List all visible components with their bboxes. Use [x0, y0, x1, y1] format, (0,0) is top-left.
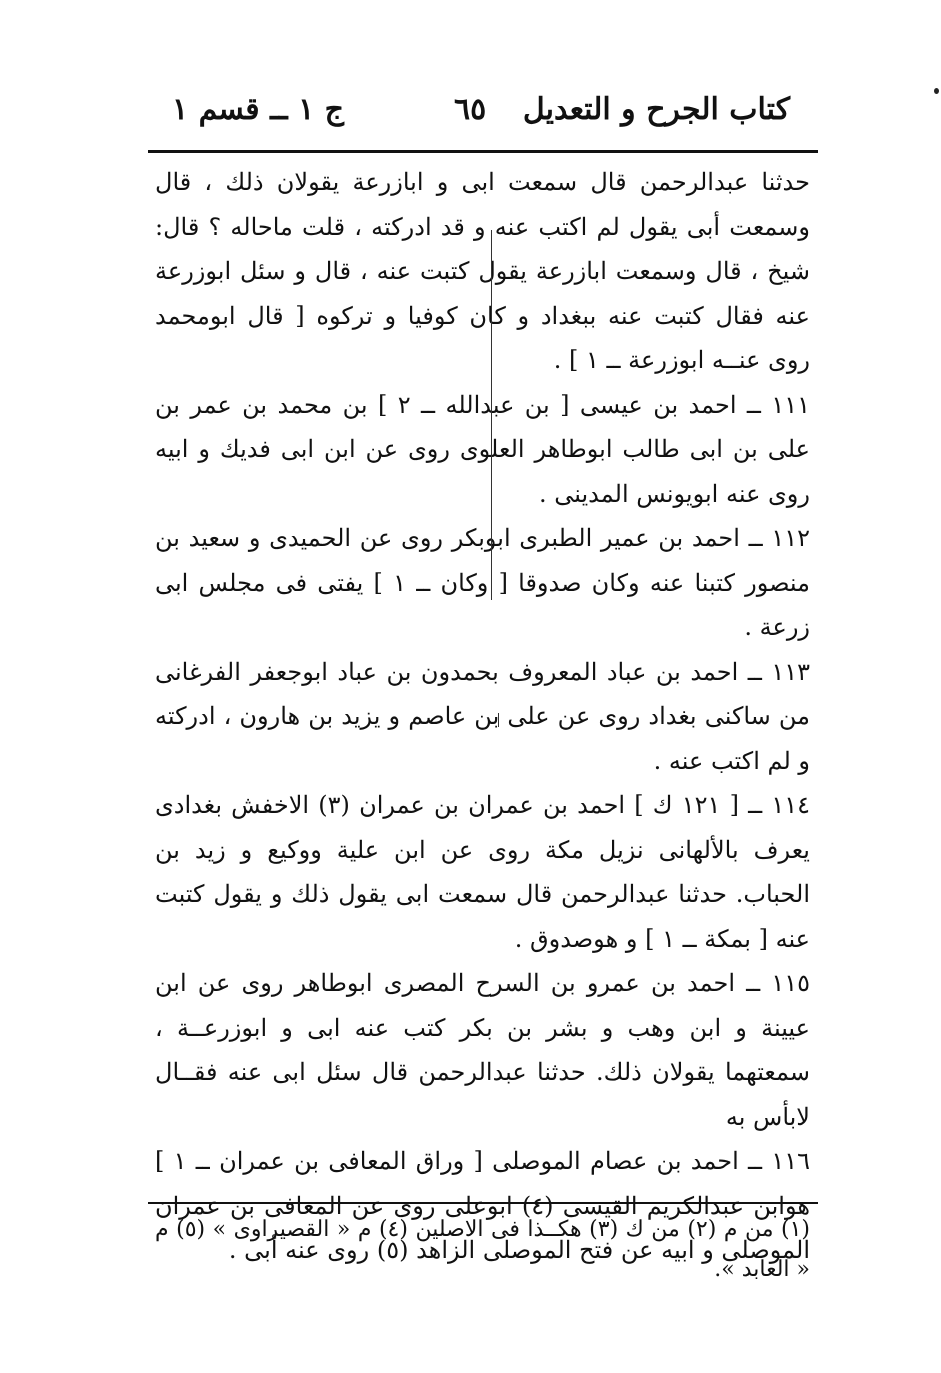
page-number: ٦٥: [454, 92, 487, 127]
entry-113: ١١٣ ــ احمد بن عباد المعروف بحمدون بن عباد ابوجعفر الفرغانى من ساكنى بغداد روى عن على بن عاصم و يزيد بن هارون ، ادركته و لم اكتب عنه .: [155, 657, 810, 775]
footnote-rule: [148, 1202, 818, 1204]
entry-111: ١١١ ــ احمد بن عيسى [ بن عبدالله ــ ٢ ] بن محمد بن عمر بن على بن ابى طالب ابوطاهر العلوى روى عن ابن ابى فديك و ابيه روى عنه ابويونس المدينى .: [155, 390, 811, 508]
entry-112: ١١٢ ــ احمد بن عمير الطبرى ابوبكر روى عن الحميدى و سعيد بن منصور كتبنا عنه وكان صدوقا [ وكان ــ ١ ] يفتى فى مجلس ابى زرعة .: [155, 524, 810, 641]
book-title: كتاب الجرح و التعديل: [522, 92, 790, 127]
header-rule: [148, 150, 818, 153]
fold-tick: [498, 713, 499, 727]
entry-114: ١١٤ ــ [ ١٢١ ك ] احمد بن عمران بن عمران (٣) الاخفش بغدادى يعرف بالألهانى نزيل مكة روى عن ابن علية ووكيع و زيد بن الحباب. حدثنا عبدالرحمن قال سمعت ابى يقول ذلك و يقول كتبت عنه [ بمكة ــ ١ ] و هوصدوق .: [155, 791, 811, 953]
entry-116: ١١٦ ــ احمد بن عصام الموصلى [ وراق المعافى بن عمران ــ ١ ] هوابن عبدالكريم القيسى (٤) ابوعلى روى عن المعافى بن عمران الموصلى و ابيه عن فتح الموصلى الزاهد (٥) روى عنه أبى .: [155, 1147, 810, 1264]
scan-speck: [934, 88, 939, 94]
column-fold-line: [491, 230, 492, 600]
running-header: [150, 92, 818, 148]
paragraph-continuation: حدثنا عبدالرحمن قال سمعت ابى و ابازرعة يقولان ذلك ، قال وسمعت أبى يقول لم اكتب عنه و قد ادركته ، قلت ماحاله ؟ قال: شيخ ، قال وسمعت ابازرعة يقول كتبت عنه ، قال و سئل ابوزرعة عنه فقال كتبت عنه ببغداد و كان كوفيا و تركوه [ قال ابومحمد روى عنــه ابوزرعة ــ ١ ] .: [155, 168, 810, 374]
entry-115: ١١٥ ــ احمد بن عمرو بن السرح المصرى ابوطاهر روى عن ابن عيينة و ابن وهب و بشر بن بكر كتب عنه ابى و ابوزرعــة ، سمعتهما يقولان ذلك. حدثنا عبدالرحمن قال سئل ابى عنه فقــال لابأس به: [155, 969, 810, 1131]
footnote-text: (١) من م (٢) من ك (٣) هكــذا فى الاصلين (٤) م « القصيراوى » (٥) م « العابد ».: [155, 1217, 811, 1282]
main-text: [155, 160, 810, 1273]
volume-part: ج ١ ــ قسم ١: [172, 92, 345, 127]
footnotes: [155, 1210, 810, 1290]
